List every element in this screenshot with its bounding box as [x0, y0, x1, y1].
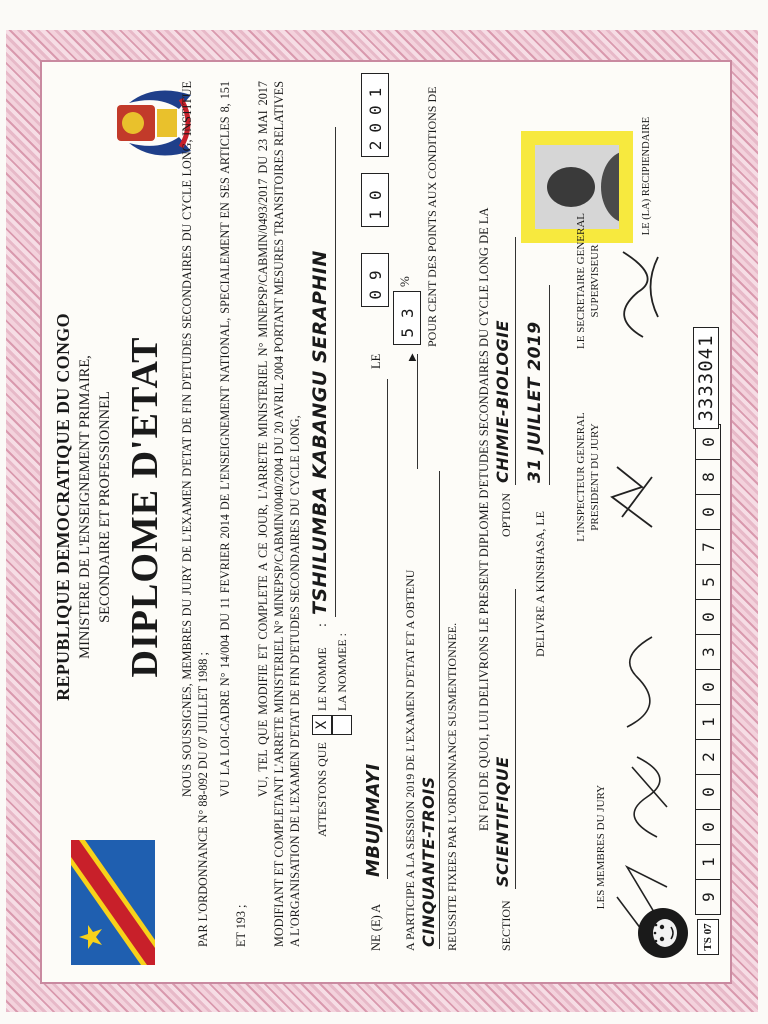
words-underline — [439, 471, 440, 949]
birth-date-label: LE — [369, 353, 383, 369]
registration-digit: 7 — [696, 529, 720, 564]
option-value: CHIMIE-BIOLOGIE — [493, 319, 512, 483]
birth-place-label: NE (E) A — [369, 903, 383, 951]
birth-place: MBUJIMAYI — [363, 763, 384, 877]
preamble-paragraph-3: VU, TEL QUE MODIFIE ET COMPLETE A CE JOUR, L'ARRETE MINISTERIEL N° MINEPSP/CABMIN/0493/2017 DU 23 MAI 2017 MODIFIANT ET COMPLETANT L'ARRETE MINISTERIEL N° MINEPSP/CABMIN/0040/2004 DU 20 AVRIL 2004 PORTANT MESURES TRANSITOIRES RELATIVES A L'ORGANISATION DE L'EXAMEN D'ETAT DE FIN D'ETUDES SECONDAIRES DU CYCLE LONG, — [256, 81, 302, 947]
ministry-line-2: SECONDAIRE ET PROFESSIONNEL — [97, 391, 113, 623]
registration-digit: 0 — [696, 774, 720, 809]
jury-label: LES MEMBRES DU JURY — [595, 784, 607, 910]
colon-mark: : — [315, 623, 330, 627]
birth-place-underline — [387, 379, 388, 879]
registration-digit: 0 — [696, 669, 720, 704]
country-name: REPUBLIQUE DEMOCRATIQUE DU CONGO — [53, 313, 73, 701]
session-underline — [417, 354, 418, 469]
inspector-label-2: PRESIDENT DU JURY — [589, 423, 601, 531]
gender-checkbox-female — [332, 715, 352, 735]
registration-digit: 0 — [696, 809, 720, 844]
ministry-line-1: MINISTERE DE L'ENSEIGNEMENT PRIMAIRE, — [77, 355, 93, 659]
recipient-name: TSHILUMBA KABANGU SERAPHIN — [309, 250, 331, 615]
birth-month: 10 — [361, 173, 389, 227]
registration-digit: 2 — [696, 739, 720, 774]
registration-digit: 1 — [696, 844, 720, 879]
section-value: SCIENTIFIQUE — [493, 756, 512, 887]
percent-box: 53 — [393, 291, 421, 345]
birth-day: 09 — [361, 253, 389, 307]
registration-digit: 9 — [696, 879, 720, 914]
secretary-label-1: LE SECRETAIRE GENERAL — [575, 213, 587, 349]
registration-digit: 0 — [696, 494, 720, 529]
registration-digit: 3 — [696, 634, 720, 669]
leopard-seal-icon — [637, 907, 689, 959]
delivery-label: DELIVRE A KINSHASA, LE — [533, 511, 547, 657]
registration-digit: 1 — [696, 704, 720, 739]
serial-number: 3333041 — [693, 327, 719, 429]
preamble-paragraph-1: NOUS SOUSSIGNES, MEMBRES DU JURY DE L'EXAMEN D'ETAT DE FIN D'ETUDES SECONDAIRES DU CYCLE LONG, INSTITUE PAR L'ORDONNANCE N° 88-092 DU 07 JUILLET 1988 ; — [180, 81, 210, 947]
delivery-date: 31 JUILLET 2019 — [525, 321, 545, 483]
form-code: TS 07 — [697, 919, 719, 955]
option-label: OPTION — [499, 493, 513, 537]
arrow-icon: ▶ — [407, 353, 418, 361]
inspector-signature — [602, 457, 662, 537]
preamble-paragraph-2: VU LA LOI-CADRE N° 14/004 DU 11 FEVRIER 2014 DE L'ENSEIGNEMENT NATIONAL, SPECIALEMENT EN SES ARTICLES 8, 151 ET 193 ; — [218, 81, 248, 947]
secretary-label-2: SUPERVISEUR — [589, 244, 601, 318]
conditions-text: POUR CENT DES POINTS AUX CONDITIONS DE — [425, 86, 439, 347]
session-line: A PARTICIPE A LA SESSION 2019 DE L'EXAMEN D'ETAT ET A OBTENU — [403, 569, 417, 951]
diploma-content — [47, 61, 721, 967]
registration-digit: 5 — [696, 564, 720, 599]
section-underline — [515, 589, 516, 889]
registration-digit: 0 — [696, 599, 720, 634]
registration-number-grid — [695, 424, 721, 915]
option-underline — [515, 237, 516, 485]
secretary-signature — [603, 237, 673, 347]
registration-digit: 8 — [696, 459, 720, 494]
percent-sign: % — [397, 276, 412, 287]
conclusion-text: EN FOI DE QUOI, LUI DELIVRONS LE PRESENT DIPLOME D'ETUDES SECONDAIRES DU CYCLE LONG DE LA — [477, 207, 491, 831]
jury-signatures — [607, 537, 677, 957]
recipient-label: LE (LA) RECIPIENDAIRE — [641, 116, 652, 236]
attest-label: ATTESTONS QUE — [315, 742, 329, 837]
section-label: SECTION — [499, 900, 513, 951]
birth-year: 2001 — [361, 73, 389, 157]
registration-digit: 0 — [698, 437, 718, 447]
gender-checkbox-male: X — [312, 715, 332, 735]
drc-flag-icon — [71, 840, 155, 965]
percentage-in-words: CINQUANTE-TROIS — [419, 776, 438, 947]
regulation-line: REUSSITE FIXEES PAR L'ORDONNANCE SUSMENTIONNEE. — [445, 622, 459, 951]
date-underline — [549, 285, 550, 485]
inspector-label-1: L'INSPECTEUR GENERAL — [575, 412, 587, 542]
la-nommee-label: LA NOMMEE : — [335, 633, 349, 711]
le-nomme-label: LE NOMME — [315, 647, 329, 711]
name-underline — [335, 127, 336, 617]
diploma-title: DIPLOME D'ETAT — [124, 336, 166, 678]
